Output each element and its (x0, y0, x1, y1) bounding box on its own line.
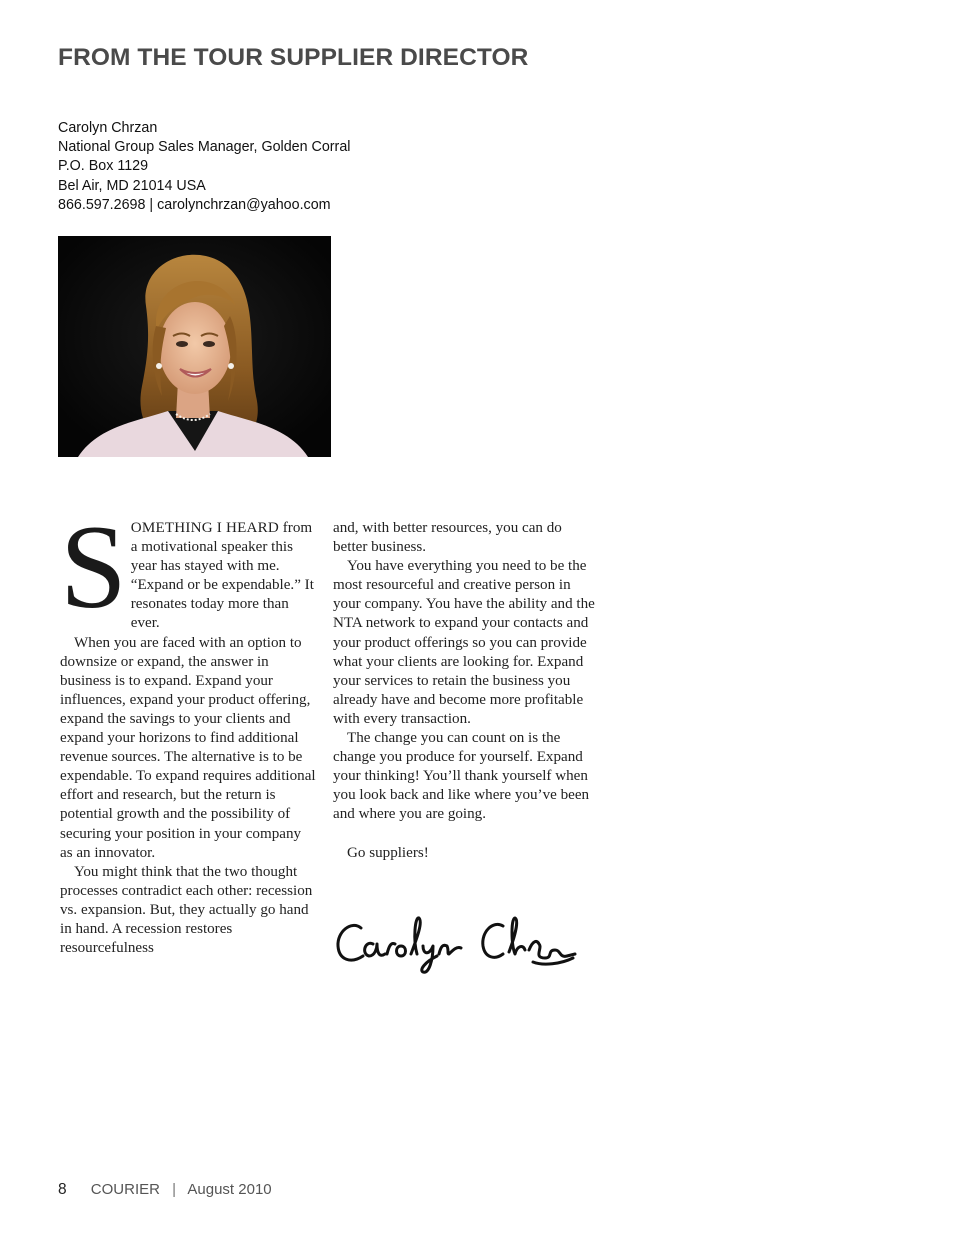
contact-po-box: P.O. Box 1129 (58, 158, 149, 175)
article-paragraph: You might think that the two thought processes contradict each other: recession vs. expansion. But, they actually go hand in hand. A recession restores resourcefulness (60, 863, 313, 957)
publication-name: COURIER (90, 1181, 160, 1198)
page-footer (58, 1181, 272, 1199)
article-column-left (60, 500, 316, 958)
contact-position: National Group Sales Manager, Golden Corral (58, 139, 351, 156)
paragraph-text: from a motivational speaker this year has stayed with me. “Expand or be expendable.” It resonates today more than ever. (130, 520, 314, 632)
portrait-image (58, 236, 331, 457)
drop-cap: S (60, 500, 127, 633)
signature-mark (333, 910, 578, 982)
contact-phone-email: 866.597.2698 | carolynchrzan@yahoo.com (58, 196, 331, 213)
issue-date: August 2010 (187, 1181, 272, 1198)
page-number: 8 (58, 1181, 67, 1198)
article-paragraph: The change you can count on is the change you produce for yourself. Expand your thinking! You’ll thank yourself when you look back and like where you’ve been and where you are going. (333, 730, 590, 823)
footer-separator: | (172, 1181, 177, 1198)
page-title: FROM THE TOUR SUPPLIER DIRECTOR (58, 44, 529, 71)
article-paragraph (60, 500, 316, 634)
contact-name: Carolyn Chrzan (58, 120, 158, 136)
article-paragraph: You have everything you need to be the most resourceful and creative person in your company. You have the ability and the NTA network to expand your contacts and your product offerings so you can provide what your clients are looking for. Expand your services to retain the business you already have and become more profitable with every transaction. (333, 558, 595, 727)
article-paragraph: When you are faced with an option to downsize or expand, the answer in business is to expand. Expand your influences, expand your product offering, expand the savings to your clients and expand your horizons to find additional revenue sources. The alternative is to be expendable. To expand requires additional effort and research, but the return is potential growth and the possibility of securing your position in your company as an innovator. (60, 634, 316, 861)
contact-city: Bel Air, MD 21014 USA (58, 177, 206, 194)
article-paragraph-continued: and, with better resources, you can do better business. (333, 520, 562, 556)
signoff-text: Go suppliers! (347, 844, 429, 861)
lead-in-caps: OMETHING I HEARD (130, 520, 279, 536)
article-column-right (333, 519, 598, 863)
signature-image (333, 910, 578, 982)
contact-block (58, 119, 478, 215)
author-photo (58, 236, 331, 457)
